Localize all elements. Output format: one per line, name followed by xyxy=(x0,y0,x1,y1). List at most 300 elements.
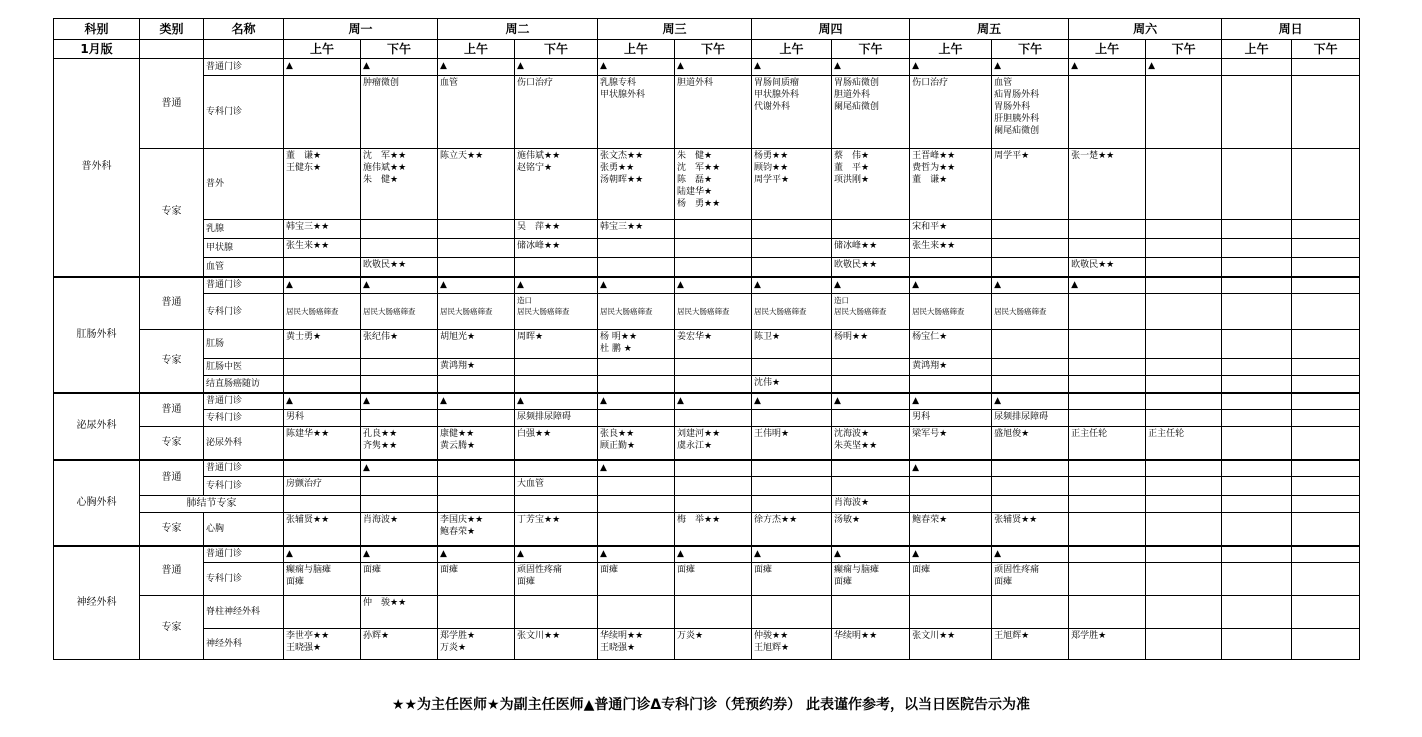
schedule-cell xyxy=(438,596,515,629)
schedule-cell xyxy=(992,596,1069,629)
pm-header: 下午 xyxy=(832,40,910,59)
schedule-cell: 张辅贤★★ xyxy=(992,513,1069,546)
schedule-row xyxy=(54,393,1360,410)
service-name: 专科门诊 xyxy=(204,477,284,496)
schedule-cell xyxy=(1146,220,1222,239)
pm-header: 下午 xyxy=(1292,40,1360,59)
schedule-cell xyxy=(438,477,515,496)
schedule-cell xyxy=(515,258,598,277)
schedule-cell: 乳腺专科 甲状腺外科 xyxy=(598,76,675,149)
day-header-thu: 周四 xyxy=(752,19,910,40)
schedule-cell: ▲ xyxy=(361,59,438,76)
schedule-cell: 杨 明★★ 杜 鹏 ★ xyxy=(598,330,675,359)
schedule-cell xyxy=(1222,376,1292,393)
pm-header: 下午 xyxy=(1146,40,1222,59)
schedule-cell xyxy=(1292,149,1360,220)
schedule-cell: 伤口治疗 xyxy=(910,76,992,149)
schedule-cell xyxy=(438,376,515,393)
schedule-cell xyxy=(992,258,1069,277)
schedule-cell xyxy=(1222,563,1292,596)
schedule-cell: ▲ xyxy=(832,59,910,76)
schedule-cell: 杨勇★★ 顾钧★★ 周学平★ xyxy=(752,149,832,220)
category-name: 肺结节专家 xyxy=(140,496,284,513)
schedule-cell: 王伟明★ xyxy=(752,427,832,460)
schedule-cell xyxy=(992,330,1069,359)
schedule-cell xyxy=(910,376,992,393)
schedule-cell: ▲ xyxy=(284,59,361,76)
schedule-cell: 施伟斌★★ 赵铭宁★ xyxy=(515,149,598,220)
schedule-cell: 张一楚★★ xyxy=(1069,149,1146,220)
schedule-cell: 杨宝仁★ xyxy=(910,330,992,359)
am-header: 上午 xyxy=(1222,40,1292,59)
schedule-cell: 沈 军★★ 施伟斌★★ 朱 健★ xyxy=(361,149,438,220)
schedule-cell: 面瘫 xyxy=(752,563,832,596)
schedule-row xyxy=(54,76,1360,149)
schedule-cell xyxy=(1292,477,1360,496)
schedule-cell xyxy=(1069,513,1146,546)
schedule-cell xyxy=(598,496,675,513)
schedule-cell: 鲍春荣★ xyxy=(910,513,992,546)
service-name: 乳腺 xyxy=(204,220,284,239)
service-name: 普通门诊 xyxy=(204,460,284,477)
schedule-cell: ▲ xyxy=(910,460,992,477)
schedule-cell: ▲ xyxy=(832,546,910,563)
schedule-cell: 面瘫 xyxy=(361,563,438,596)
schedule-cell xyxy=(1292,59,1360,76)
schedule-cell: ▲ xyxy=(598,393,675,410)
schedule-cell xyxy=(1146,294,1222,330)
schedule-cell: ▲ xyxy=(992,59,1069,76)
schedule-cell xyxy=(1292,258,1360,277)
schedule-cell xyxy=(1146,477,1222,496)
schedule-cell xyxy=(361,496,438,513)
schedule-cell xyxy=(1292,496,1360,513)
schedule-cell xyxy=(598,410,675,427)
schedule-cell xyxy=(598,239,675,258)
schedule-cell: ▲ xyxy=(598,59,675,76)
schedule-cell: ▲ xyxy=(515,393,598,410)
schedule-cell: 宋和平★ xyxy=(910,220,992,239)
schedule-cell xyxy=(1292,239,1360,258)
schedule-cell: 血管 疝胃肠外科 胃肠外科 肝胆胰外科 阑尾疝微创 xyxy=(992,76,1069,149)
schedule-cell: ▲ xyxy=(438,59,515,76)
schedule-cell: 周学平★ xyxy=(992,149,1069,220)
schedule-cell: 郑学胜★ 万炎★ xyxy=(438,629,515,660)
schedule-cell xyxy=(675,258,752,277)
schedule-row xyxy=(54,496,1360,513)
header-blank xyxy=(204,40,284,59)
schedule-cell: 徐方杰★★ xyxy=(752,513,832,546)
schedule-cell: 张纪伟★ xyxy=(361,330,438,359)
service-name: 专科门诊 xyxy=(204,410,284,427)
schedule-cell: ▲ xyxy=(752,277,832,294)
schedule-cell xyxy=(675,596,752,629)
schedule-cell: 仲 骏★★ xyxy=(361,596,438,629)
am-header: 上午 xyxy=(752,40,832,59)
schedule-cell: 李世亭★★ 王晓强★ xyxy=(284,629,361,660)
service-name: 普通门诊 xyxy=(204,59,284,76)
schedule-cell: ▲ xyxy=(992,393,1069,410)
schedule-cell xyxy=(910,258,992,277)
schedule-cell xyxy=(1146,513,1222,546)
service-name: 专科门诊 xyxy=(204,294,284,330)
schedule-cell: 血管 xyxy=(438,76,515,149)
department-name: 心胸外科 xyxy=(54,460,140,546)
day-header-mon: 周一 xyxy=(284,19,438,40)
schedule-cell xyxy=(1222,294,1292,330)
schedule-cell xyxy=(1146,239,1222,258)
schedule-cell xyxy=(284,496,361,513)
category-name: 专家 xyxy=(140,427,204,460)
schedule-cell: ▲ xyxy=(992,546,1069,563)
schedule-cell: ▲ xyxy=(992,277,1069,294)
schedule-cell: ▲ xyxy=(1146,59,1222,76)
schedule-cell: 肖海波★ xyxy=(832,496,910,513)
schedule-cell xyxy=(1146,277,1222,294)
schedule-cell xyxy=(515,460,598,477)
schedule-cell xyxy=(992,376,1069,393)
schedule-row xyxy=(54,59,1360,76)
schedule-cell: 面瘫 xyxy=(598,563,675,596)
schedule-row xyxy=(54,258,1360,277)
service-name: 普外 xyxy=(204,149,284,220)
schedule-cell xyxy=(675,220,752,239)
schedule-cell: 居民大肠癌筛查 xyxy=(361,294,438,330)
schedule-cell xyxy=(1222,477,1292,496)
schedule-cell xyxy=(1292,393,1360,410)
department-name: 神经外科 xyxy=(54,546,140,660)
schedule-cell: 造口 居民大肠癌筛查 xyxy=(832,294,910,330)
schedule-cell: 顽固性疼痛 面瘫 xyxy=(992,563,1069,596)
schedule-cell xyxy=(910,596,992,629)
schedule-cell xyxy=(675,239,752,258)
schedule-cell xyxy=(1292,410,1360,427)
schedule-cell: 黄鸿翔★ xyxy=(438,359,515,376)
schedule-cell: 居民大肠癌筛查 xyxy=(284,294,361,330)
schedule-cell xyxy=(1222,76,1292,149)
schedule-row xyxy=(54,427,1360,460)
category-header: 类别 xyxy=(140,19,204,40)
schedule-cell: 肿瘤微创 xyxy=(361,76,438,149)
schedule-cell xyxy=(752,477,832,496)
schedule-cell: 万炎★ xyxy=(675,629,752,660)
service-name: 专科门诊 xyxy=(204,76,284,149)
schedule-cell xyxy=(1069,393,1146,410)
schedule-cell: 尿频排尿障碍 xyxy=(515,410,598,427)
schedule-cell xyxy=(1146,563,1222,596)
schedule-cell xyxy=(1146,629,1222,660)
schedule-cell: ▲ xyxy=(832,277,910,294)
category-name: 普通 xyxy=(140,546,204,596)
schedule-cell: 男科 xyxy=(910,410,992,427)
schedule-cell xyxy=(1222,258,1292,277)
dept-header: 科别 xyxy=(54,19,140,40)
schedule-cell xyxy=(1069,220,1146,239)
schedule-row xyxy=(54,513,1360,546)
schedule-cell: 董 谦★ 王健东★ xyxy=(284,149,361,220)
schedule-row xyxy=(54,330,1360,359)
schedule-cell xyxy=(1069,330,1146,359)
schedule-cell: ▲ xyxy=(515,277,598,294)
schedule-cell xyxy=(1069,359,1146,376)
schedule-cell: 吴 萍★★ xyxy=(515,220,598,239)
schedule-cell xyxy=(1146,258,1222,277)
category-name: 专家 xyxy=(140,149,204,277)
schedule-cell: 陈立天★★ xyxy=(438,149,515,220)
version-label: 1月版 xyxy=(54,40,140,59)
schedule-cell: ▲ xyxy=(361,546,438,563)
schedule-cell xyxy=(1222,496,1292,513)
schedule-cell: 朱 健★ 沈 军★★ 陈 磊★ 陆建华★ 杨 勇★★ xyxy=(675,149,752,220)
service-name: 血管 xyxy=(204,258,284,277)
service-name: 普通门诊 xyxy=(204,546,284,563)
schedule-cell: ▲ xyxy=(361,393,438,410)
schedule-cell: 癫痫与脑瘫 面瘫 xyxy=(284,563,361,596)
schedule-cell xyxy=(284,596,361,629)
schedule-cell xyxy=(1292,330,1360,359)
schedule-cell xyxy=(752,359,832,376)
schedule-row xyxy=(54,239,1360,258)
schedule-cell: ▲ xyxy=(284,546,361,563)
service-name: 普通门诊 xyxy=(204,277,284,294)
schedule-cell: 大血管 xyxy=(515,477,598,496)
schedule-cell xyxy=(515,496,598,513)
schedule-row xyxy=(54,376,1360,393)
schedule-cell: 陈卫★ xyxy=(752,330,832,359)
schedule-cell: 仲骏★★ 王旭辉★ xyxy=(752,629,832,660)
schedule-cell: 房颤治疗 xyxy=(284,477,361,496)
service-name: 甲状腺 xyxy=(204,239,284,258)
schedule-cell: ▲ xyxy=(832,393,910,410)
schedule-cell: 面瘫 xyxy=(910,563,992,596)
schedule-cell: 周晖★ xyxy=(515,330,598,359)
schedule-cell xyxy=(910,496,992,513)
schedule-cell xyxy=(598,258,675,277)
header-row-halfdays xyxy=(54,40,1360,59)
schedule-cell xyxy=(1069,410,1146,427)
schedule-cell: 白强★★ xyxy=(515,427,598,460)
schedule-cell: ▲ xyxy=(675,393,752,410)
schedule-cell xyxy=(832,477,910,496)
schedule-cell: 华续明★★ 王晓强★ xyxy=(598,629,675,660)
schedule-cell: 汤敏★ xyxy=(832,513,910,546)
schedule-cell: 张文杰★★ 张勇★★ 汤朝晖★★ xyxy=(598,149,675,220)
schedule-cell: ▲ xyxy=(675,546,752,563)
schedule-cell xyxy=(675,359,752,376)
schedule-cell: ▲ xyxy=(284,393,361,410)
schedule-cell xyxy=(438,258,515,277)
schedule-cell: 王晋峰★★ 费哲为★★ 董 谦★ xyxy=(910,149,992,220)
schedule-cell xyxy=(1069,563,1146,596)
schedule-cell xyxy=(284,76,361,149)
schedule-cell: 居民大肠癌筛查 xyxy=(910,294,992,330)
schedule-table xyxy=(53,18,1360,660)
schedule-cell: ▲ xyxy=(284,277,361,294)
schedule-cell xyxy=(1146,149,1222,220)
schedule-cell xyxy=(438,410,515,427)
pm-header: 下午 xyxy=(515,40,598,59)
schedule-cell: 韩宝三★★ xyxy=(598,220,675,239)
schedule-cell: 胃肠间质瘤 甲状腺外科 代谢外科 xyxy=(752,76,832,149)
schedule-cell: ▲ xyxy=(598,460,675,477)
schedule-cell xyxy=(1146,546,1222,563)
schedule-cell: 张文川★★ xyxy=(515,629,598,660)
schedule-cell xyxy=(1222,220,1292,239)
schedule-cell: 居民大肠癌筛查 xyxy=(992,294,1069,330)
schedule-cell xyxy=(675,460,752,477)
schedule-cell xyxy=(1292,294,1360,330)
schedule-cell xyxy=(1292,546,1360,563)
schedule-cell xyxy=(1146,393,1222,410)
day-header-sun: 周日 xyxy=(1222,19,1360,40)
schedule-cell xyxy=(284,460,361,477)
am-header: 上午 xyxy=(438,40,515,59)
schedule-cell xyxy=(284,359,361,376)
schedule-cell: ▲ xyxy=(598,546,675,563)
schedule-cell: 丁芳宝★★ xyxy=(515,513,598,546)
service-name: 脊柱神经外科 xyxy=(204,596,284,629)
schedule-cell xyxy=(1292,376,1360,393)
schedule-cell: ▲ xyxy=(361,460,438,477)
schedule-cell xyxy=(515,359,598,376)
schedule-cell: 韩宝三★★ xyxy=(284,220,361,239)
schedule-cell: ▲ xyxy=(910,546,992,563)
schedule-cell xyxy=(1292,359,1360,376)
schedule-cell: 张辅贤★★ xyxy=(284,513,361,546)
schedule-row xyxy=(54,596,1360,629)
schedule-cell xyxy=(1069,376,1146,393)
schedule-cell: 正主任轮 xyxy=(1069,427,1146,460)
schedule-cell xyxy=(752,496,832,513)
schedule-cell: 居民大肠癌筛查 xyxy=(438,294,515,330)
schedule-cell xyxy=(1222,330,1292,359)
category-name: 专家 xyxy=(140,330,204,393)
category-name: 专家 xyxy=(140,596,204,660)
schedule-cell xyxy=(1222,393,1292,410)
legend-note: ★★为主任医师★为副主任医师▲普通门诊Δ专科门诊（凭预约券） 此表谨作参考，以当日医院告示为准 xyxy=(391,697,1031,713)
schedule-cell xyxy=(598,477,675,496)
schedule-cell xyxy=(1146,460,1222,477)
category-name: 普通 xyxy=(140,277,204,330)
schedule-cell: ▲ xyxy=(438,393,515,410)
schedule-cell xyxy=(1069,460,1146,477)
schedule-cell: 欧敬民★★ xyxy=(832,258,910,277)
schedule-cell xyxy=(361,239,438,258)
schedule-cell xyxy=(1146,376,1222,393)
schedule-cell xyxy=(1222,359,1292,376)
schedule-cell: ▲ xyxy=(598,277,675,294)
schedule-cell: 癫痫与脑瘫 面瘫 xyxy=(832,563,910,596)
service-name: 普通门诊 xyxy=(204,393,284,410)
schedule-cell xyxy=(832,220,910,239)
schedule-cell xyxy=(832,596,910,629)
schedule-cell xyxy=(675,376,752,393)
schedule-cell xyxy=(438,220,515,239)
schedule-cell: ▲ xyxy=(910,393,992,410)
schedule-cell xyxy=(1146,330,1222,359)
schedule-cell xyxy=(992,239,1069,258)
schedule-cell: 姜宏华★ xyxy=(675,330,752,359)
schedule-cell xyxy=(515,376,598,393)
service-name: 结直肠癌随访 xyxy=(204,376,284,393)
schedule-cell: 顽固性疼痛 面瘫 xyxy=(515,563,598,596)
schedule-cell xyxy=(1292,427,1360,460)
schedule-cell xyxy=(675,477,752,496)
schedule-cell xyxy=(992,496,1069,513)
schedule-cell: ▲ xyxy=(675,277,752,294)
schedule-cell xyxy=(992,359,1069,376)
schedule-cell: 华续明★★ xyxy=(832,629,910,660)
schedule-cell xyxy=(598,359,675,376)
category-name: 专家 xyxy=(140,513,204,546)
schedule-cell xyxy=(752,239,832,258)
schedule-cell: 居民大肠癌筛查 xyxy=(598,294,675,330)
day-header-sat: 周六 xyxy=(1069,19,1222,40)
schedule-cell xyxy=(1146,596,1222,629)
schedule-cell xyxy=(284,258,361,277)
schedule-cell: 张良★★ 顾正勤★ xyxy=(598,427,675,460)
am-header: 上午 xyxy=(598,40,675,59)
schedule-row xyxy=(54,359,1360,376)
schedule-cell: ▲ xyxy=(910,59,992,76)
schedule-row xyxy=(54,149,1360,220)
service-name: 神经外科 xyxy=(204,629,284,660)
schedule-cell: 尿频排尿障碍 xyxy=(992,410,1069,427)
schedule-cell: 李国庆★★ 鲍春荣★ xyxy=(438,513,515,546)
schedule-cell: 造口 居民大肠癌筛查 xyxy=(515,294,598,330)
schedule-cell: 蔡 伟★ 董 平★ 项洪刚★ xyxy=(832,149,910,220)
schedule-row xyxy=(54,294,1360,330)
schedule-cell: 康健★★ 黄云腾★ xyxy=(438,427,515,460)
schedule-cell xyxy=(1222,149,1292,220)
schedule-cell: ▲ xyxy=(438,277,515,294)
am-header: 上午 xyxy=(1069,40,1146,59)
schedule-cell: 沈伟★ xyxy=(752,376,832,393)
pm-header: 下午 xyxy=(675,40,752,59)
schedule-row xyxy=(54,477,1360,496)
schedule-cell xyxy=(1222,277,1292,294)
schedule-cell xyxy=(361,477,438,496)
schedule-cell xyxy=(438,460,515,477)
schedule-cell: 欧敬民★★ xyxy=(1069,258,1146,277)
schedule-cell xyxy=(361,376,438,393)
schedule-cell xyxy=(438,239,515,258)
schedule-cell xyxy=(1069,294,1146,330)
schedule-cell: 张生来★★ xyxy=(284,239,361,258)
schedule-cell: ▲ xyxy=(752,59,832,76)
schedule-cell: ▲ xyxy=(1069,59,1146,76)
schedule-cell: 黄鸿翔★ xyxy=(910,359,992,376)
schedule-cell xyxy=(598,596,675,629)
schedule-cell: 杨明★★ xyxy=(832,330,910,359)
schedule-cell xyxy=(752,258,832,277)
category-name: 普通 xyxy=(140,59,204,149)
header-blank xyxy=(140,40,204,59)
schedule-cell: ▲ xyxy=(515,59,598,76)
schedule-cell xyxy=(515,596,598,629)
schedule-cell xyxy=(832,410,910,427)
schedule-cell: 欧敬民★★ xyxy=(361,258,438,277)
schedule-cell xyxy=(1069,496,1146,513)
schedule-cell: 陈建华★★ xyxy=(284,427,361,460)
schedule-cell xyxy=(1222,596,1292,629)
schedule-cell xyxy=(752,220,832,239)
schedule-cell: 盛旭俊★ xyxy=(992,427,1069,460)
schedule-cell: 正主任轮 xyxy=(1146,427,1222,460)
schedule-cell xyxy=(1292,76,1360,149)
schedule-row xyxy=(54,220,1360,239)
category-name: 普通 xyxy=(140,460,204,496)
